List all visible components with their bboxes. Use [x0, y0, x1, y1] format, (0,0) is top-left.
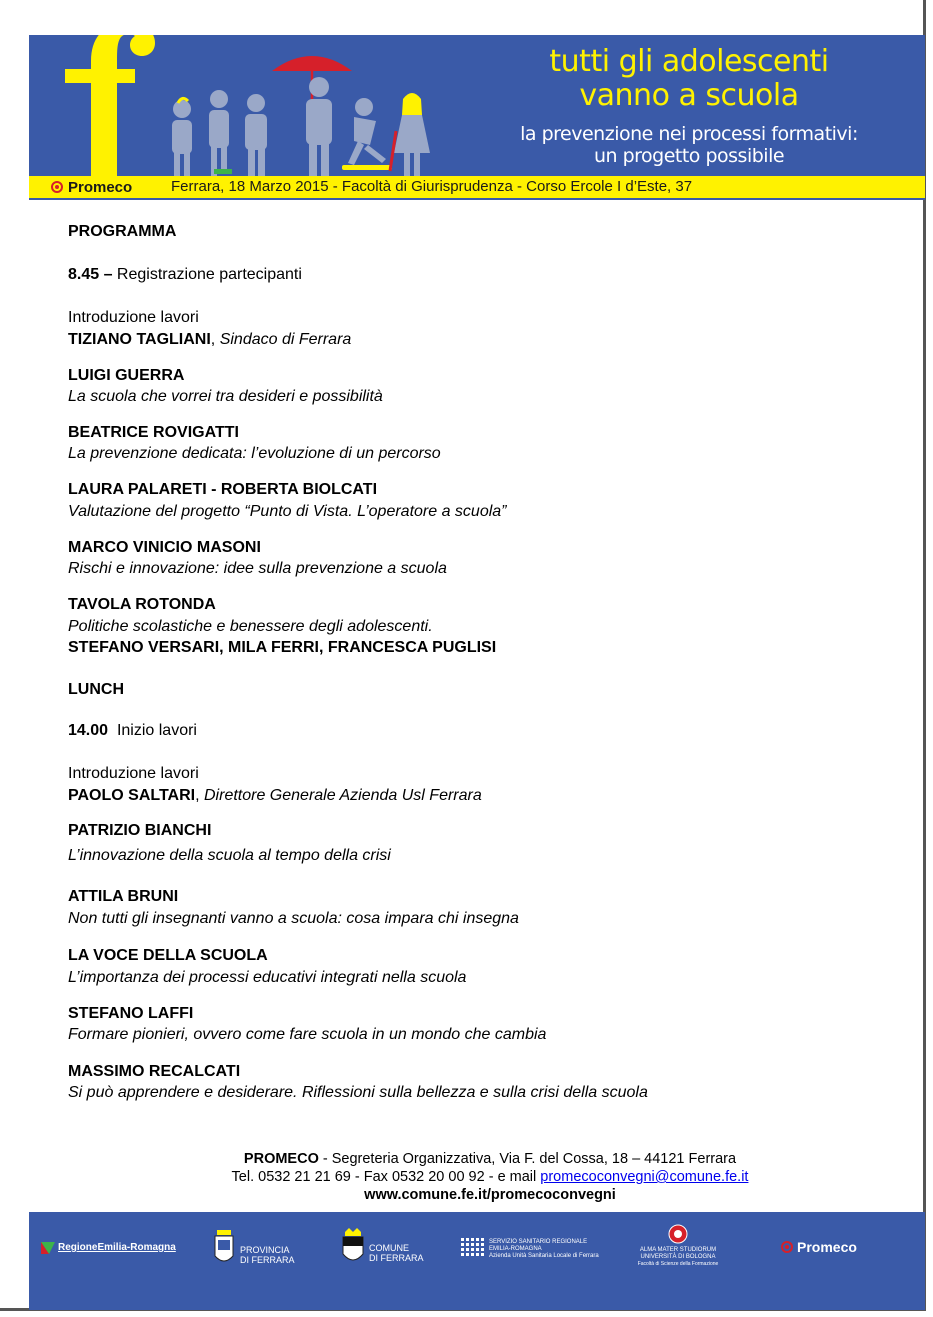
contact-phone-fax: Tel. 0532 21 21 69 - Fax 0532 20 00 92 - e mail [231, 1169, 541, 1185]
comune-crest-icon [341, 1228, 365, 1266]
intro2-name: PAOLO SALTARI [68, 787, 196, 804]
header-banner [29, 35, 925, 200]
speaker-8-title: L’importanza dei processi educativi integrati nella scuola [68, 969, 467, 986]
speaker-7-title: Non tutti gli insegnanti vanno a scuola: cosa impara chi insegna [68, 910, 519, 927]
afternoon-line [68, 721, 197, 741]
banner-title-line1: tutti gli adolescenti [549, 44, 829, 79]
program-heading: PROGRAMMA [68, 223, 177, 240]
speaker-4-title: Rischi e innovazione: idee sulla prevenzione a scuola [68, 560, 447, 577]
speaker-4-name: MARCO VINICIO MASONI [68, 539, 261, 556]
contact-line-1 [150, 1150, 830, 1168]
provincia-crest-icon [214, 1230, 234, 1266]
speaker-7-name: ATTILA BRUNI [68, 888, 179, 905]
speaker-2-title: La prevenzione dedicata: l’evoluzione di un percorso [68, 445, 441, 462]
contact-website[interactable]: www.comune.fe.it/promecoconvegni [364, 1187, 616, 1203]
round-table-title: Politiche scolastiche e benessere degli adolescenti. [68, 618, 433, 635]
speaker-10-name: MASSIMO RECALCATI [68, 1063, 241, 1080]
banner-title [469, 45, 909, 113]
contact-line-2 [150, 1168, 830, 1186]
banner-subtitle-line2: un progetto possibile [593, 145, 785, 167]
afternoon-label: Inizio lavori [108, 722, 197, 739]
speaker-3-title: Valutazione del progetto “Punto di Vista. L’operatore a scuola” [68, 503, 507, 520]
ssr-grid-icon [461, 1238, 485, 1260]
round-table-heading: TAVOLA ROTONDA [68, 596, 216, 613]
regione-flag-icon [41, 1242, 55, 1254]
intro2-role: Direttore Generale Azienda Usl Ferrara [204, 787, 482, 804]
banner-subtitle-line1: la prevenzione nei processi formativi: [520, 123, 858, 145]
intro1-sep: , [210, 331, 220, 348]
speaker-9-name: STEFANO LAFFI [68, 1005, 194, 1022]
speaker-1-name: LUIGI GUERRA [68, 367, 185, 384]
unibo-seal-icon [668, 1224, 688, 1244]
round-table-panel: STEFANO VERSARI, MILA FERRI, FRANCESCA PUGLISI [68, 639, 497, 656]
promeco-target-icon [51, 181, 63, 193]
promeco-footer-target-icon [781, 1241, 793, 1253]
logo-ssr: SERVIZIO SANITARIO REGIONALE EMILIA-ROMAGNA Azienda Unità Sanitaria Locale di Ferrara [461, 1238, 599, 1260]
lunch-label: LUNCH [68, 681, 124, 698]
intro1-line [68, 330, 351, 350]
speaker-2-name: BEATRICE ROVIGATTI [68, 424, 239, 441]
speaker-10-title: Si può apprendere e desiderare. Riflessioni sulla bellezza e sulla crisi della scuola [68, 1084, 648, 1101]
contact-org: PROMECO [243, 1151, 319, 1167]
speaker-6-title: L’innovazione della scuola al tempo della crisi [68, 847, 391, 864]
logo-f-icon [43, 35, 163, 191]
promeco-logo [51, 178, 132, 196]
afternoon-time: 14.00 [68, 722, 109, 739]
speaker-8-name: LA VOCE DELLA SCUOLA [68, 947, 268, 964]
speaker-6-name: PATRIZIO BIANCHI [68, 822, 212, 839]
speaker-9-title: Formare pionieri, ovvero come fare scuola in un mondo che cambia [68, 1026, 547, 1043]
contact-email-link[interactable]: promecoconvegni@comune.fe.it [540, 1169, 749, 1185]
contact-address: - Segreteria Organizzativa, Via F. del Cossa, 18 – 44121 Ferrara [318, 1151, 737, 1167]
intro2-label: Introduzione lavori [68, 765, 199, 782]
registration-label: Registrazione partecipanti [112, 266, 302, 283]
intro2-sep: , [195, 787, 204, 804]
logo-promeco-footer: Promeco [781, 1239, 857, 1255]
promeco-logo-text: Promeco [68, 178, 133, 196]
logo-provincia: PROVINCIA DI FERRARA [214, 1230, 295, 1266]
contact-block [150, 1150, 830, 1204]
intro1-label: Introduzione lavori [68, 309, 199, 326]
intro2-line [68, 786, 482, 806]
sponsor-logos-band [29, 1212, 925, 1310]
banner-title-line2: vanno a scuola [579, 78, 799, 113]
event-info: Ferrara, 18 Marzo 2015 - Facoltà di Giurisprudenza - Corso Ercole I d’Este, 37 [171, 178, 693, 195]
intro1-role: Sindaco di Ferrara [219, 331, 352, 348]
registration-time: 8.45 – [68, 266, 113, 283]
registration-line [68, 265, 302, 285]
logo-comune: COMUNE DI FERRARA [341, 1228, 424, 1266]
logo-regione: RegioneEmilia-Romagna [41, 1242, 176, 1254]
logo-unibo: ALMA MATER STUDIORUM UNIVERSITÀ DI BOLOGNA Facoltà di Scienze della Formazione [633, 1224, 723, 1267]
intro1-name: TIZIANO TAGLIANI [68, 331, 211, 348]
speaker-3-name: LAURA PALARETI - ROBERTA BIOLCATI [68, 481, 378, 498]
banner-subtitle [449, 123, 925, 167]
students-illustration-icon [164, 41, 439, 181]
speaker-1-title: La scuola che vorrei tra desideri e possibilità [68, 388, 383, 405]
